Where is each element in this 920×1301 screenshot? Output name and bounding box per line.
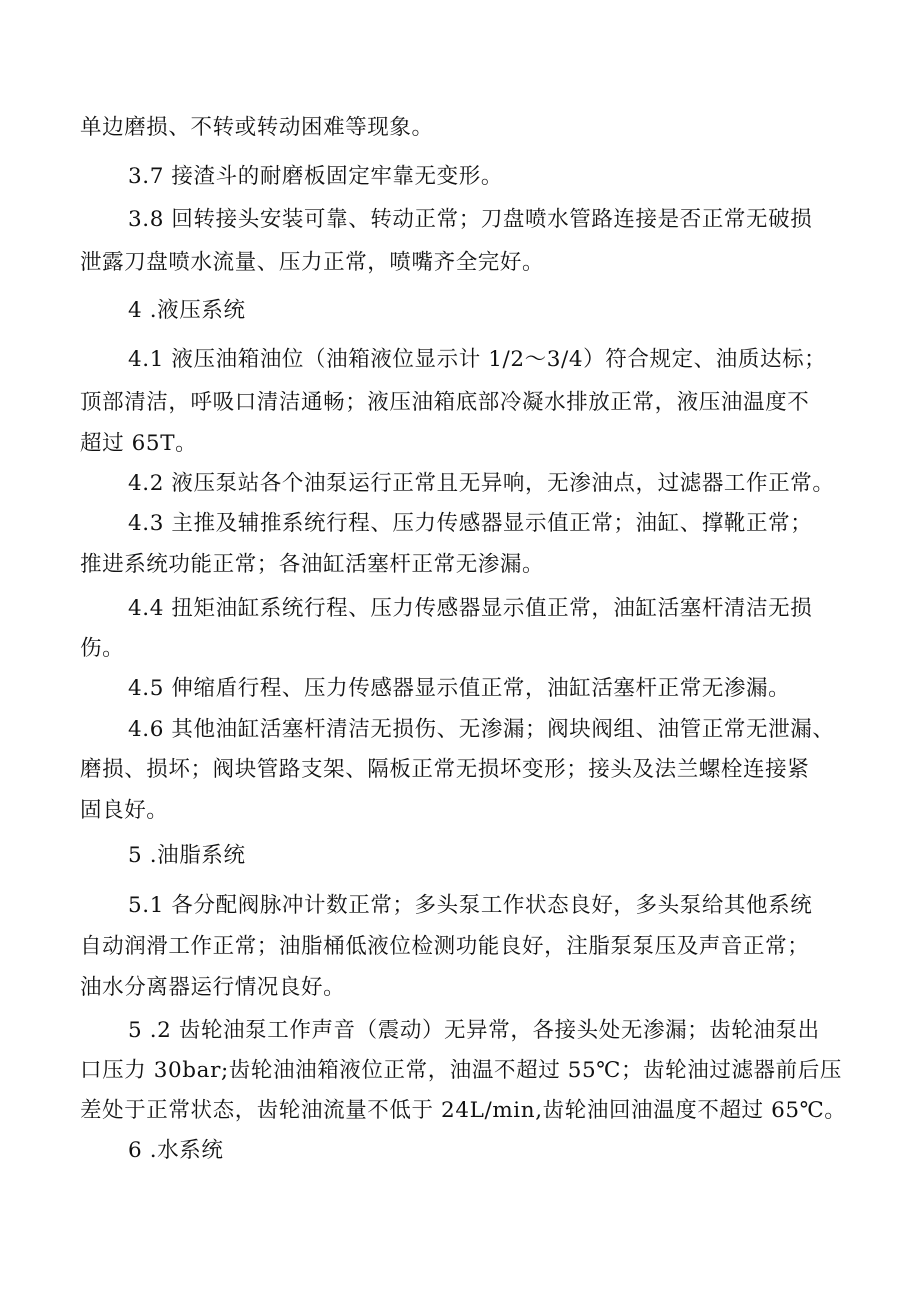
text-line: 4.4 扭矩油缸系统行程、压力传感器显示值正常，油缸活塞杆清洁无损 [128, 596, 813, 621]
text-line: 顶部清洁，呼吸口清洁通畅；液压油箱底部冷凝水排放正常，液压油温度不 [80, 390, 810, 415]
text-line: 5.1 各分配阀脉冲计数正常；多头泵工作状态良好，多头泵给其他系统 [128, 893, 813, 918]
text-line: 单边磨损、不转或转动困难等现象。 [80, 115, 434, 140]
text-line: 磨损、损坏；阀块管路支架、隔板正常无损坏变形；接头及法兰螺栓连接紧 [80, 757, 810, 782]
text-line: 超过 65T。 [80, 431, 198, 456]
text-line: 4.3 主推及辅推系统行程、压力传感器显示值正常；油缸、撑靴正常； [128, 511, 813, 536]
text-line: 4.2 液压泵站各个油泵运行正常且无异响，无渗油点，过滤器工作正常。 [128, 471, 835, 496]
text-line: 推进系统功能正常；各油缸活塞杆正常无渗漏。 [80, 552, 545, 577]
section-heading: 6 .水系统 [128, 1138, 224, 1163]
text-line: 5 .2 齿轮油泵工作声音（震动）无异常，各接头处无渗漏；齿轮油泵出 [128, 1018, 820, 1043]
section-heading: 5 .油脂系统 [128, 843, 246, 868]
text-line: 4.1 液压油箱油位（油箱液位显示计 1/2～3/4）符合规定、油质达标； [128, 347, 827, 372]
section-heading: 4 .液压系统 [128, 298, 246, 323]
text-line: 固良好。 [80, 798, 169, 823]
text-line: 差处于正常状态，齿轮油流量不低于 24L/min,齿轮油回油温度不超过 65℃。 [80, 1098, 847, 1123]
text-line: 自动润滑工作正常；油脂桶低液位检测功能良好，注脂泵泵压及声音正常； [80, 934, 810, 959]
text-line: 口压力 30bar;齿轮油油箱液位正常，油温不超过 55℃；齿轮油过滤器前后压 [80, 1058, 842, 1083]
text-line: 3.8 回转接头安装可靠、转动正常；刀盘喷水管路连接是否正常无破损 [128, 207, 813, 232]
text-line: 4.5 伸缩盾行程、压力传感器显示值正常，油缸活塞杆正常无渗漏。 [128, 676, 791, 701]
text-line: 伤。 [80, 636, 125, 661]
text-line: 油水分离器运行情况良好。 [80, 975, 346, 1000]
text-line: 4.6 其他油缸活塞杆清洁无损伤、无渗漏；阀块阀组、油管正常无泄漏、 [128, 717, 835, 742]
text-line: 3.7 接渣斗的耐磨板固定牢靠无变形。 [128, 164, 503, 189]
text-line: 泄露刀盘喷水流量、压力正常，喷嘴齐全完好。 [80, 250, 545, 275]
